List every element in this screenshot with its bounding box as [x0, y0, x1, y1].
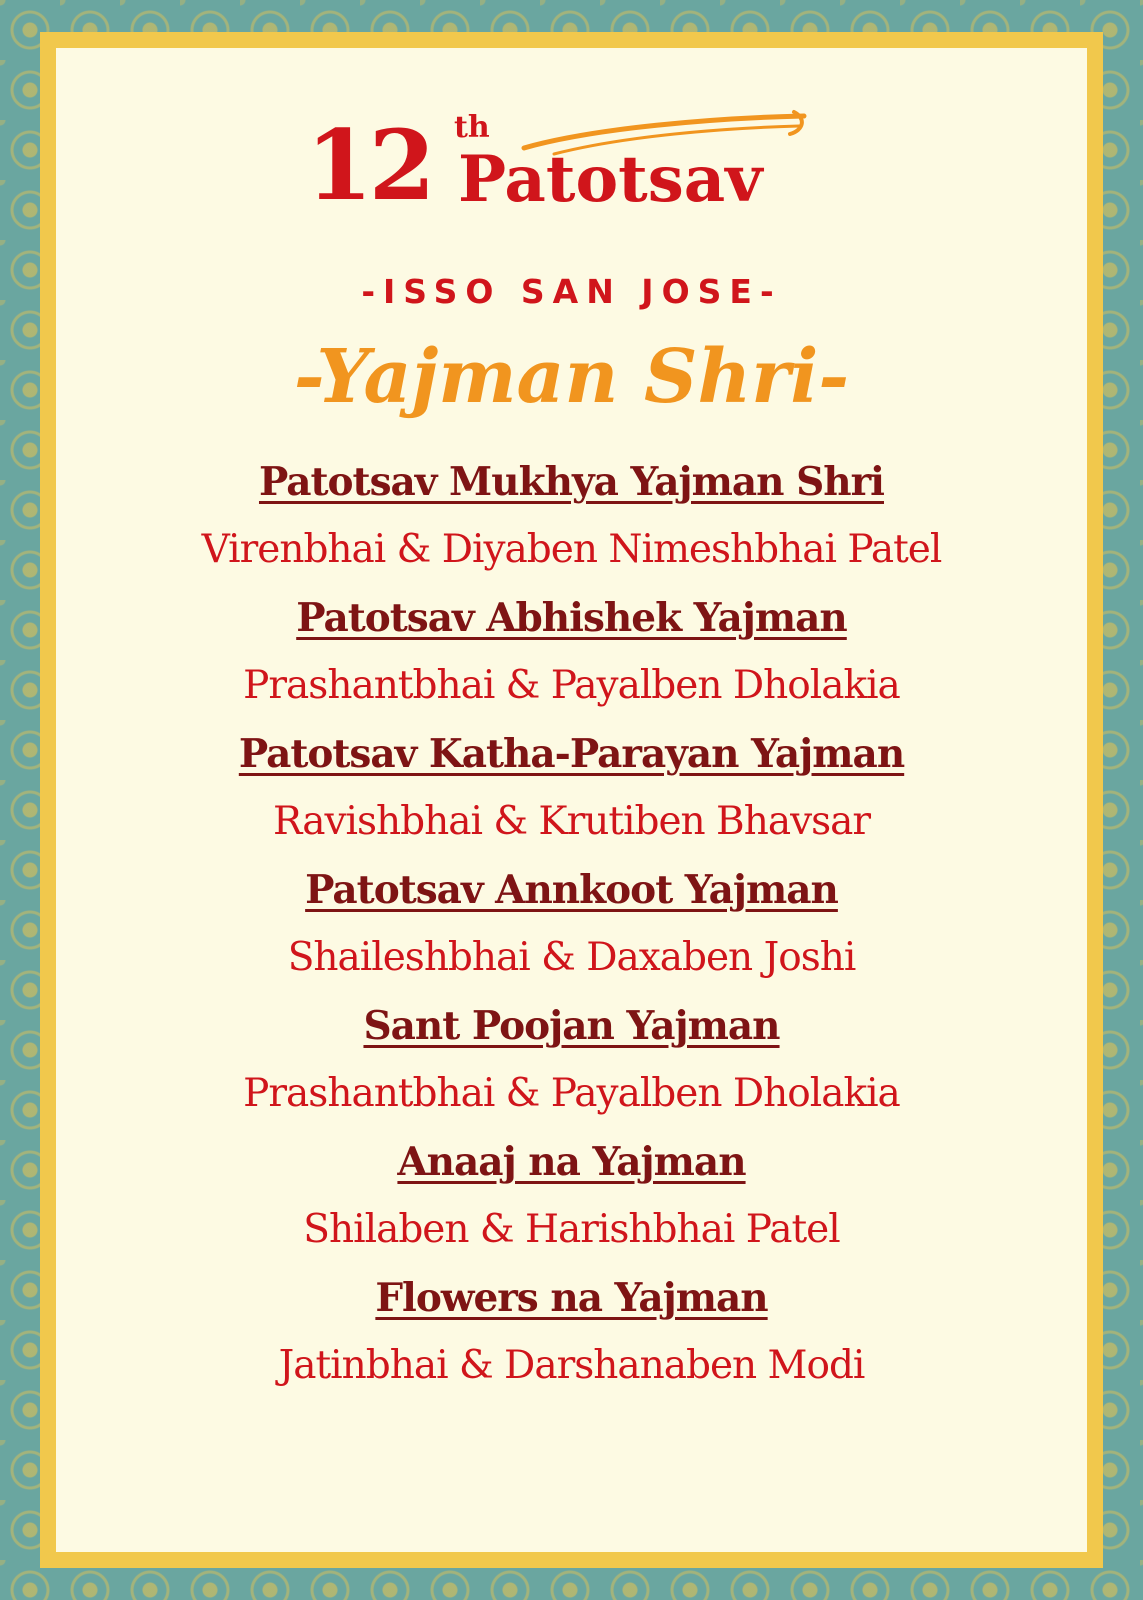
sponsor-names: Virenbhai & Diyaben Nimeshbhai Patel [201, 527, 942, 572]
sponsor-names: Ravishbhai & Krutiben Bhavsar [272, 799, 871, 844]
sponsor-names: Prashantbhai & Payalben Dholakia [243, 663, 900, 708]
list-item [56, 584, 1087, 720]
organization-name: -ISSO SAN JOSE- [361, 272, 782, 311]
edition-number: 12 [306, 109, 432, 222]
swoosh-ornament-icon [514, 108, 814, 168]
list-item [56, 1128, 1087, 1264]
role-heading: Sant Poojan Yajman [363, 1003, 780, 1049]
event-name: Patotsav [458, 142, 763, 217]
sponsor-names: Prashantbhai & Payalben Dholakia [243, 1071, 900, 1116]
sponsor-names: Jatinbhai & Darshanaben Modi [278, 1343, 865, 1388]
sponsor-names: Shaileshbhai & Daxaben Joshi [287, 935, 856, 980]
sponsor-names: Shilaben & Harishbhai Patel [303, 1207, 840, 1252]
role-heading: Patotsav Katha-Parayan Yajman [238, 731, 905, 777]
list-item [56, 720, 1087, 856]
page-title: -Yajman Shri- [293, 334, 850, 420]
role-heading: Patotsav Annkoot Yajman [305, 867, 838, 913]
role-heading: Flowers na Yajman [375, 1275, 768, 1321]
role-heading: Patotsav Abhishek Yajman [296, 595, 847, 641]
yajman-list [56, 448, 1087, 1400]
poster-panel [56, 48, 1087, 1552]
list-item [56, 992, 1087, 1128]
edition-suffix: th [454, 110, 490, 145]
event-title [306, 108, 826, 248]
role-heading: Patotsav Mukhya Yajman Shri [258, 459, 884, 505]
list-item [56, 448, 1087, 584]
list-item [56, 1264, 1087, 1400]
poster-border [40, 32, 1103, 1568]
poster-header [56, 108, 1087, 428]
role-heading: Anaaj na Yajman [397, 1139, 746, 1185]
list-item [56, 856, 1087, 992]
